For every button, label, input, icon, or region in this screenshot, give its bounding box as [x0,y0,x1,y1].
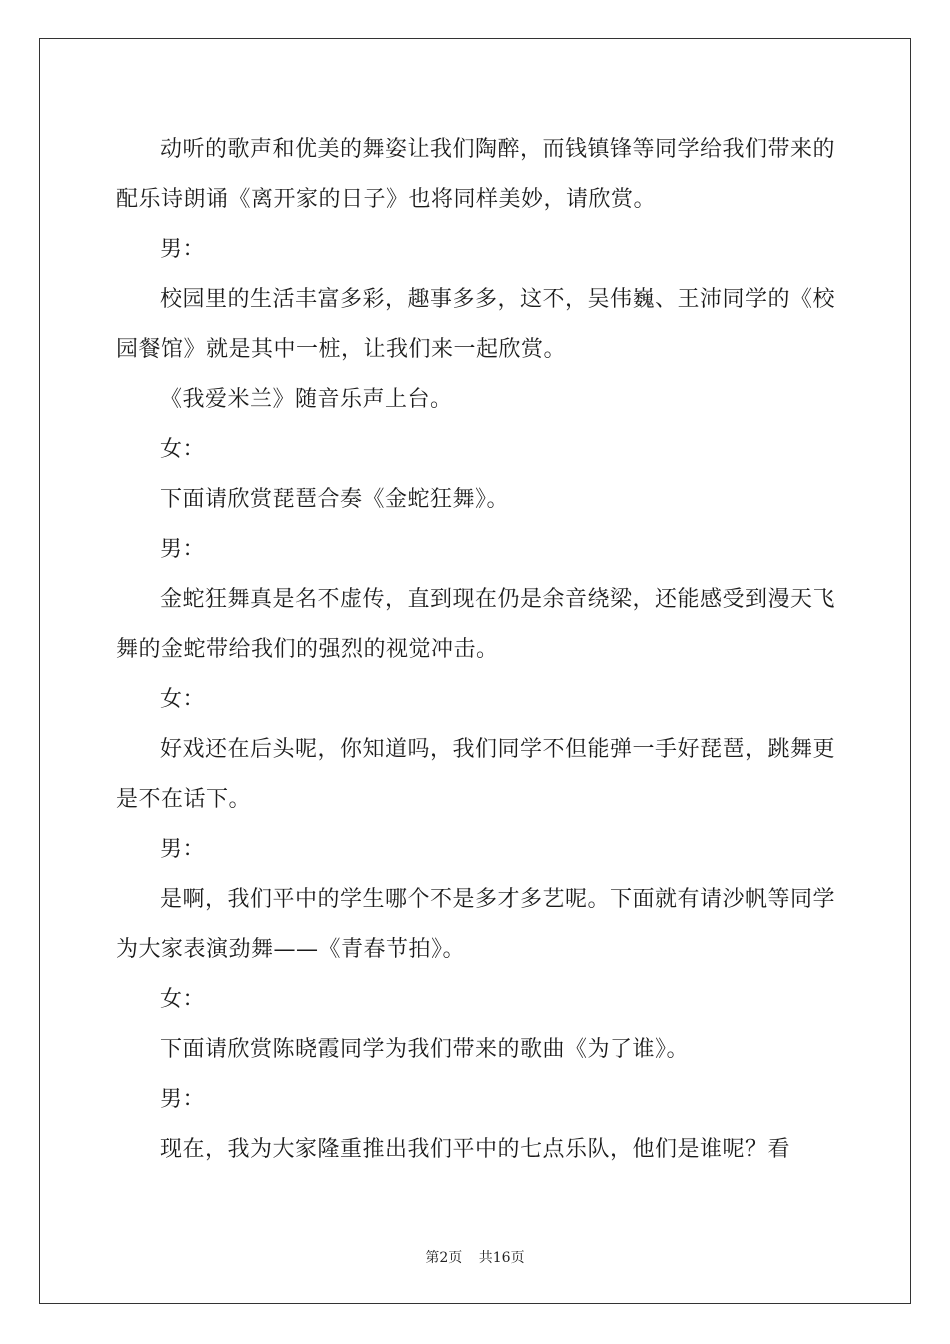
page-total: 共16页 [478,1250,525,1266]
document-body [116,125,836,1175]
speaker-label: 男： [160,537,206,562]
paragraph: 《我爱米兰》随音乐声上台。 [160,387,453,412]
paragraph: 金蛇狂舞真是名不虚传，直到现在仍是余音绕梁，还能感受到漫天飞舞的金蛇带给我们的强烈的视觉冲击。 [116,587,836,662]
paragraph: 下面请欣赏琵琶合奏《金蛇狂舞》。 [160,487,510,512]
speaker-label: 女： [160,687,206,712]
paragraph: 下面请欣赏陈晓霞同学为我们带来的歌曲《为了谁》。 [160,1037,690,1062]
paragraph: 现在，我为大家隆重推出我们平中的七点乐队，他们是谁呢？看 [160,1137,791,1162]
page-number: 第2页 [425,1250,463,1266]
paragraph: 好戏还在后头呢，你知道吗，我们同学不但能弹一手好琵琶，跳舞更是不在话下。 [116,737,836,812]
speaker-label: 女： [160,987,206,1012]
speaker-label: 男： [160,837,206,862]
paragraph: 校园里的生活丰富多彩，趣事多多，这不，吴伟巍、王沛同学的《校园餐馆》就是其中一桩，让我们来一起欣赏。 [116,287,836,362]
paragraph: 是啊，我们平中的学生哪个不是多才多艺呢。下面就有请沙帆等同学为大家表演劲舞——《青春节拍》。 [116,887,836,962]
speaker-label: 男： [160,1087,206,1112]
speaker-label: 男： [160,237,206,262]
speaker-label: 女： [160,437,206,462]
paragraph: 动听的歌声和优美的舞姿让我们陶醉，而钱镇锋等同学给我们带来的配乐诗朗诵《离开家的日子》也将同样美妙，请欣赏。 [116,137,836,212]
page-footer [0,1247,950,1267]
